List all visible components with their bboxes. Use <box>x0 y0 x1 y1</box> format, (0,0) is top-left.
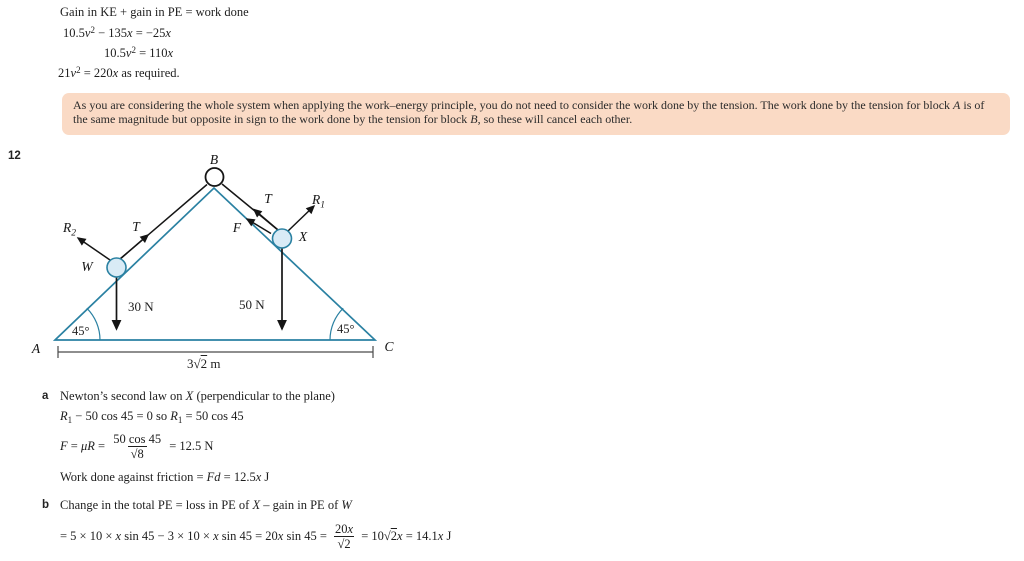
label-X: X <box>298 229 308 244</box>
equation-step-2: $10.5v^2 = 110x$ <box>104 45 174 60</box>
equation-step-1: $10.5v^2 - 135x = -25x$ <box>63 25 171 40</box>
label-T-left: T <box>132 219 140 234</box>
label-C: C <box>384 339 394 354</box>
label-F: F <box>232 220 242 235</box>
label-R2: $R_2$ <box>63 220 76 239</box>
label-W: W <box>81 259 93 274</box>
tip-callout-text: As you are considering the whole system when applying the work–energy principle, you do not need to consider the work done by the tension. The work done by the tension for block A is of the same magnitude but opposite in sign to the work done by the tension for block B, so these will cancel each other. <box>73 98 985 126</box>
part-a-label: a <box>42 390 49 402</box>
question-number: 12 <box>8 150 21 162</box>
normal-arrow-R1 <box>288 206 314 231</box>
force-diagram <box>0 145 420 385</box>
label-A: A <box>31 341 41 356</box>
pulley <box>206 168 224 186</box>
part-b-line-1: Change in the total PE = loss in PE of X – gain in PE of W <box>60 498 352 512</box>
part-a-line-3: F = μR = $\frac{50 \cos 45}{√8}$ = 12.5 N <box>60 431 214 461</box>
base-length-label: 3√2 m <box>187 356 221 371</box>
tip-callout <box>62 93 1010 135</box>
incline-triangle <box>55 188 375 340</box>
part-b-line-2: = 5 × 10 × x sin 45 − 3 × 10 × x sin 45 = 20 x sin 45 = $\frac{20x}{√2}$ = 10 √2 x = 14.1 x J <box>60 521 452 551</box>
part-a-line-2: $R_1 - 50$ cos 45 = 0 so $R_1 = 50$ cos 45 <box>60 409 244 425</box>
part-b-label: b <box>42 499 50 511</box>
block-X <box>273 229 292 248</box>
label-B: B <box>209 152 219 167</box>
equation-ke-pe: Gain in KE + gain in PE = work done <box>60 5 249 19</box>
label-30N: 30 N <box>128 299 154 314</box>
normal-arrow-R2 <box>78 238 110 260</box>
label-angle-right: 45° <box>337 322 355 336</box>
block-W <box>107 258 126 277</box>
label-R1: $R_1$ <box>312 192 325 211</box>
label-50N: 50 N <box>239 297 265 312</box>
label-T-right: T <box>264 191 272 206</box>
tension-arrow-right <box>254 210 278 231</box>
equation-result: $21v^2 = 220x$ as required. <box>58 65 180 80</box>
label-angle-left: 45° <box>72 324 90 338</box>
part-a-line-1: Newton’s second law on X (perpendicular to the plane) <box>60 389 335 403</box>
part-a-line-4: Work done against friction = Fd = 12.5x J <box>60 470 270 484</box>
